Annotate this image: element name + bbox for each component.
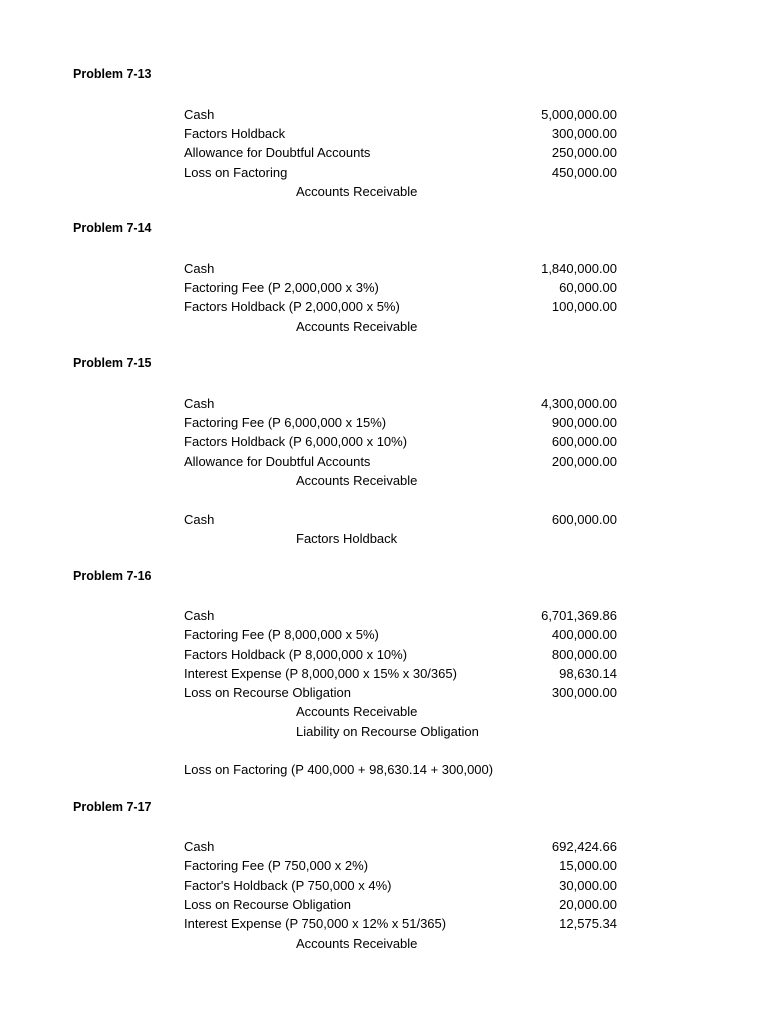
debit-account: Loss on Factoring [184, 165, 288, 180]
debit-amount: 200,000.00 [551, 454, 617, 469]
debit-amount: 300,000.00 [551, 685, 617, 700]
debit-amount: 800,000.00 [551, 647, 617, 662]
debit-account: Cash [184, 512, 215, 527]
journal-line [0, 702, 768, 721]
problem-title: Problem 7-16 [73, 569, 152, 583]
debit-amount: 12,575.34 [559, 916, 617, 931]
credit-account: Factors Holdback [296, 531, 398, 546]
debit-account: Factoring Fee (P 2,000,000 x 3%) [184, 280, 379, 295]
debit-amount: 98,630.14 [559, 666, 617, 681]
debit-account: Cash [184, 261, 215, 276]
debit-account: Interest Expense (P 750,000 x 12% x 51/365) [184, 916, 447, 931]
debit-account: Factors Holdback (P 8,000,000 x 10%) [184, 647, 408, 662]
journal-line [0, 914, 768, 933]
debit-amount: 900,000.00 [551, 415, 617, 430]
debit-amount: 20,000.00 [559, 897, 617, 912]
credit-account: Accounts Receivable [296, 936, 418, 951]
journal-line [0, 413, 768, 432]
journal-line [0, 934, 768, 953]
debit-amount: 300,000.00 [551, 126, 617, 141]
debit-amount: 400,000.00 [551, 627, 617, 642]
debit-account: Factors Holdback [184, 126, 286, 141]
credit-account: Accounts Receivable [296, 473, 418, 488]
journal-line [0, 856, 768, 875]
journal-line [0, 432, 768, 451]
debit-account: Factor's Holdback (P 750,000 x 4%) [184, 878, 392, 893]
journal-line [0, 163, 768, 182]
journal-line [0, 722, 768, 741]
journal-line [0, 182, 768, 201]
problem-title: Problem 7-14 [73, 221, 152, 235]
journal-line [0, 529, 768, 548]
journal-line [0, 278, 768, 297]
debit-account: Allowance for Doubtful Accounts [184, 145, 371, 160]
debit-account: Allowance for Doubtful Accounts [184, 454, 371, 469]
debit-amount: 600,000.00 [551, 434, 617, 449]
debit-account: Factoring Fee (P 6,000,000 x 15%) [184, 415, 387, 430]
debit-account: Loss on Recourse Obligation [184, 685, 351, 700]
journal-line [0, 510, 768, 529]
journal-line [0, 683, 768, 702]
debit-account: Interest Expense (P 8,000,000 x 15% x 30/365) [184, 666, 457, 681]
journal-line [0, 297, 768, 316]
debit-amount: 692,424.66 [551, 839, 617, 854]
journal-line [0, 837, 768, 856]
debit-account: Factoring Fee (P 8,000,000 x 5%) [184, 627, 379, 642]
problem-title: Problem 7-13 [73, 67, 152, 81]
debit-account: Cash [184, 608, 215, 623]
debit-amount: 30,000.00 [559, 878, 617, 893]
debit-amount: 4,300,000.00 [541, 396, 617, 411]
credit-account: Accounts Receivable [296, 704, 418, 719]
journal-line [0, 471, 768, 490]
debit-account: Factoring Fee (P 750,000 x 2%) [184, 858, 369, 873]
journal-line [0, 606, 768, 625]
debit-amount: 1,840,000.00 [541, 261, 617, 276]
journal-line [0, 760, 768, 779]
debit-amount: 250,000.00 [551, 145, 617, 160]
debit-account: Loss on Recourse Obligation [184, 897, 351, 912]
debit-amount: 6,701,369.86 [541, 608, 617, 623]
debit-account: Factors Holdback (P 2,000,000 x 5%) [184, 299, 400, 314]
debit-amount: 15,000.00 [559, 858, 617, 873]
journal-line [0, 452, 768, 471]
debit-account: Cash [184, 396, 215, 411]
credit-account: Accounts Receivable [296, 184, 418, 199]
debit-amount: 450,000.00 [551, 165, 617, 180]
journal-line [0, 105, 768, 124]
computation-note: Loss on Factoring (P 400,000 + 98,630.14 + 300,000) [184, 762, 494, 777]
problem-title: Problem 7-15 [73, 356, 152, 370]
debit-account: Cash [184, 839, 215, 854]
debit-account: Cash [184, 107, 215, 122]
problem-title: Problem 7-17 [73, 800, 152, 814]
journal-line [0, 317, 768, 336]
journal-line [0, 124, 768, 143]
credit-account: Liability on Recourse Obligation [296, 724, 479, 739]
journal-line [0, 259, 768, 278]
credit-account: Accounts Receivable [296, 319, 418, 334]
debit-amount: 600,000.00 [551, 512, 617, 527]
journal-line [0, 625, 768, 644]
debit-amount: 5,000,000.00 [541, 107, 617, 122]
journal-line [0, 394, 768, 413]
journal-line [0, 876, 768, 895]
journal-line [0, 143, 768, 162]
debit-amount: 100,000.00 [551, 299, 617, 314]
debit-account: Factors Holdback (P 6,000,000 x 10%) [184, 434, 408, 449]
journal-line [0, 664, 768, 683]
debit-amount: 60,000.00 [559, 280, 617, 295]
journal-line [0, 895, 768, 914]
journal-line [0, 645, 768, 664]
